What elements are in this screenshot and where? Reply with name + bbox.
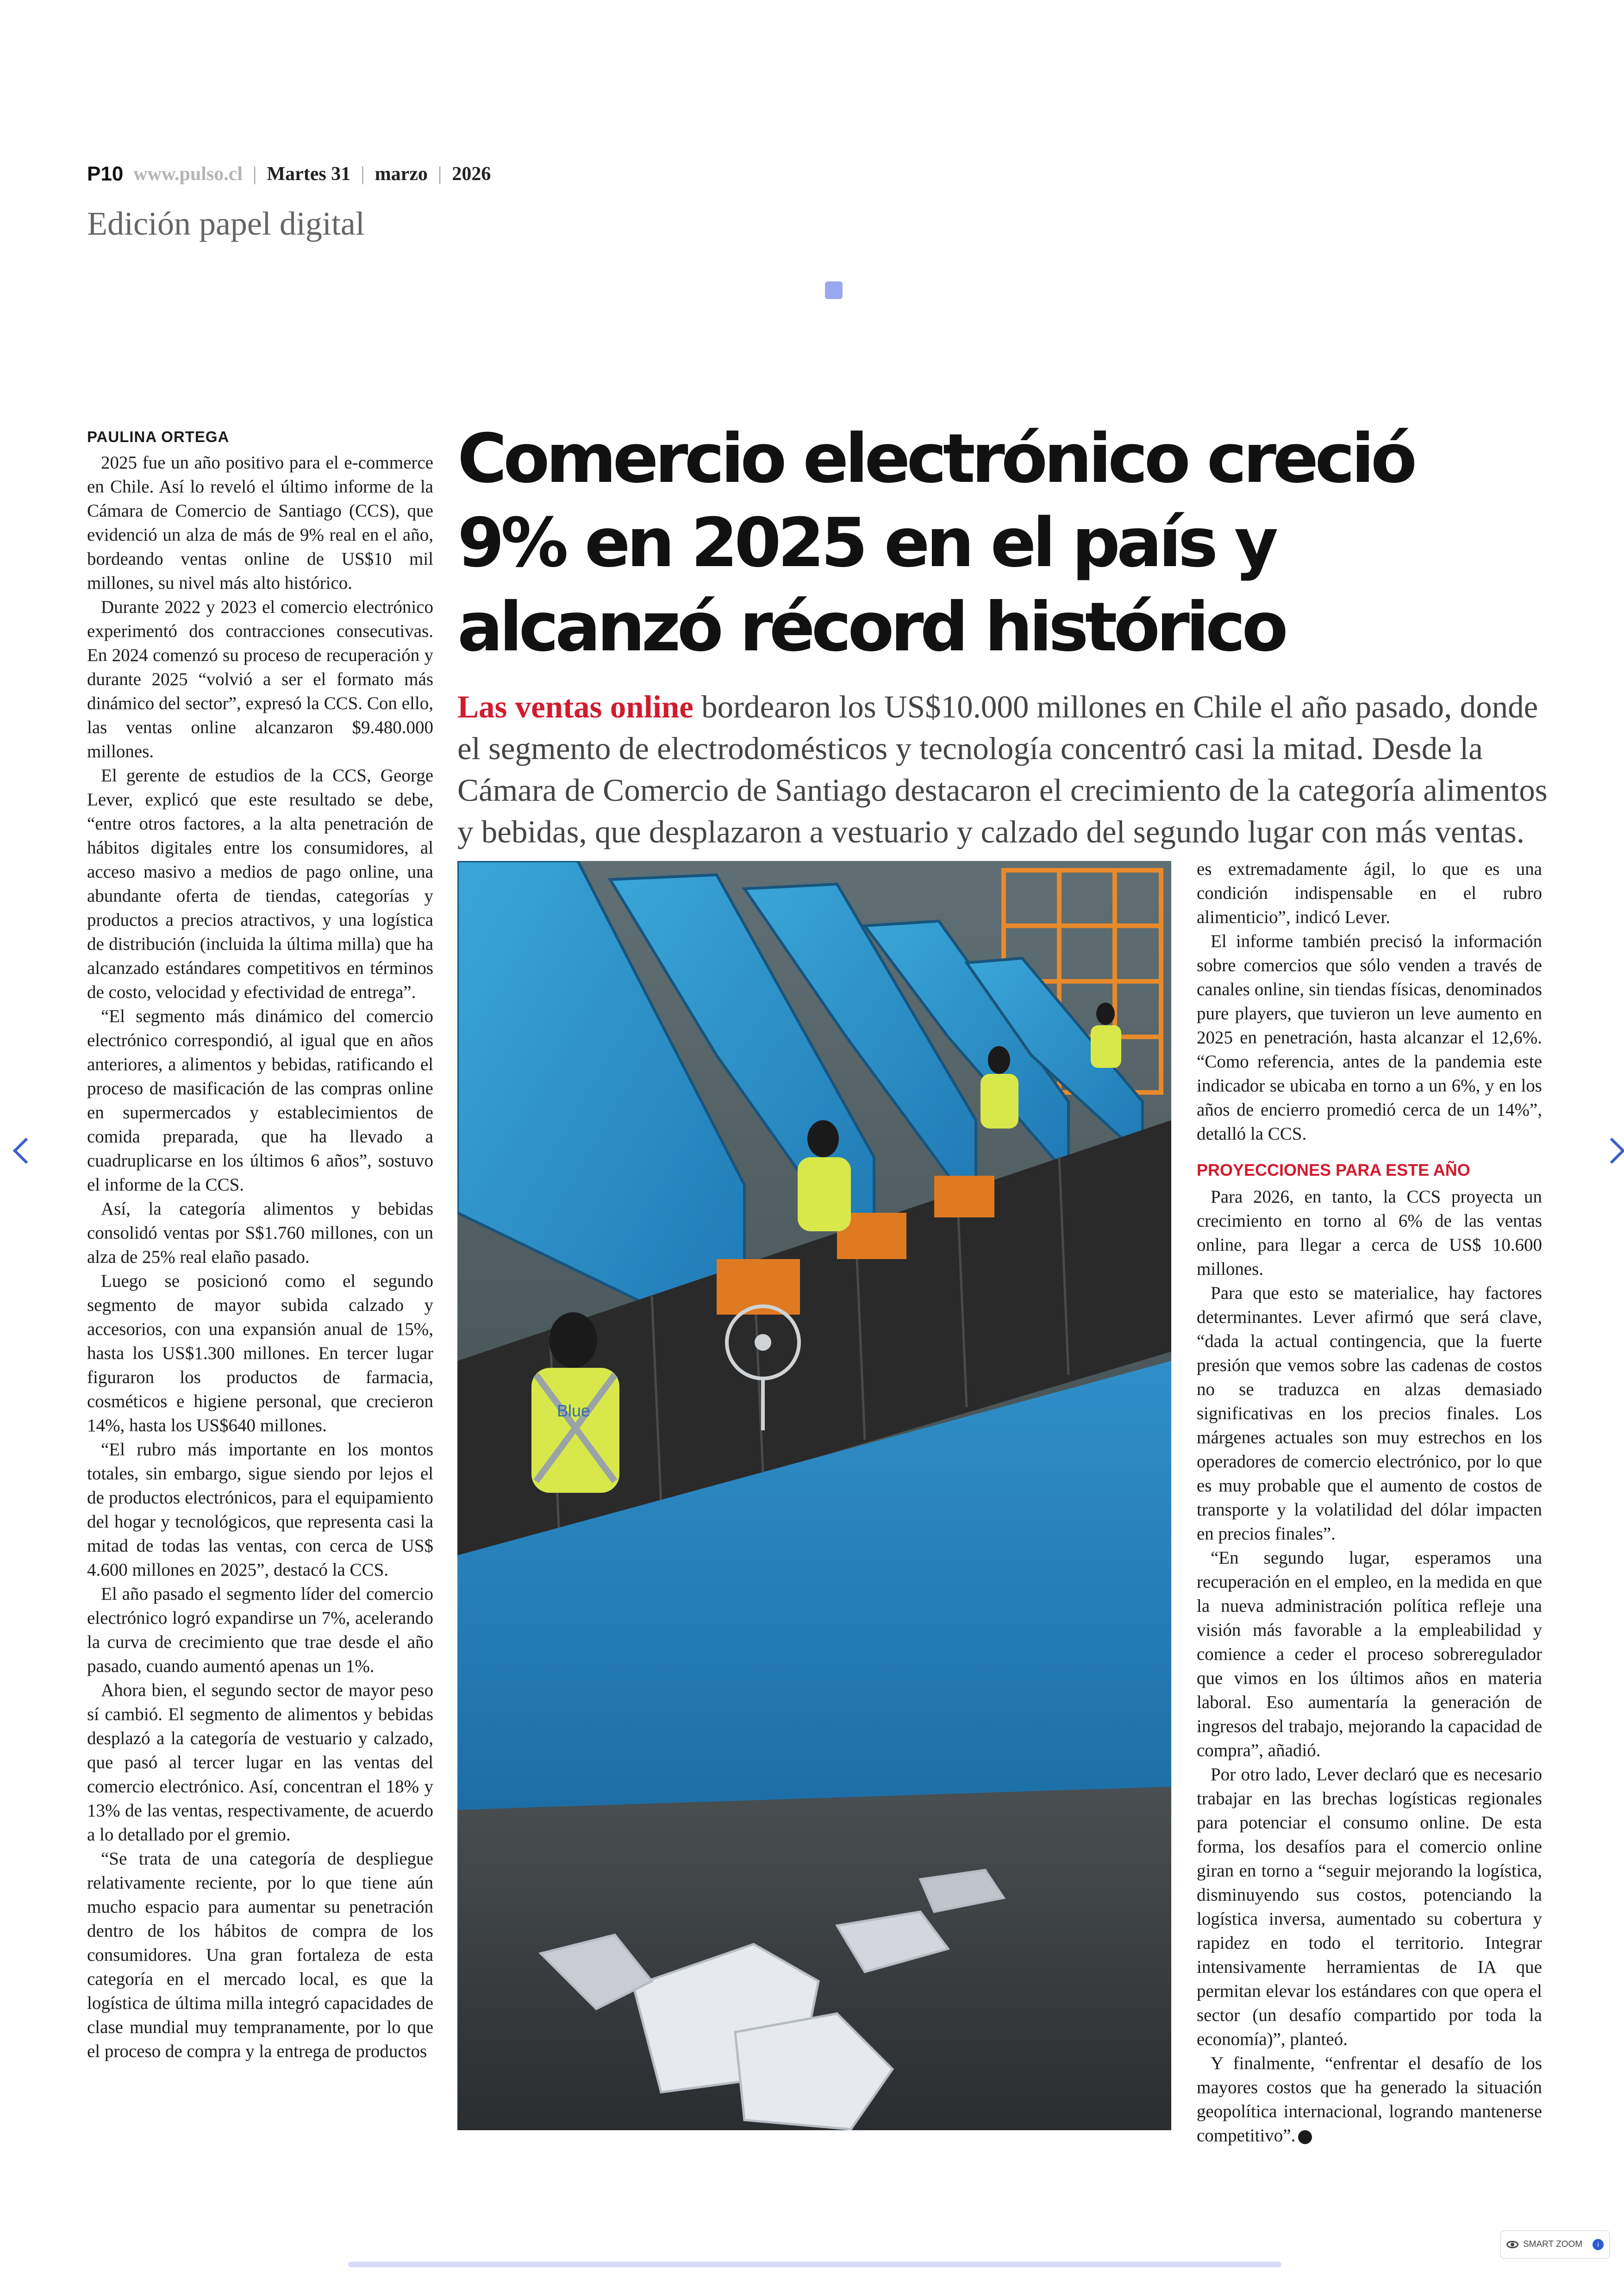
paragraph: Para 2026, en tanto, la CCS proyecta un crecimiento en torno al 6% de las ventas online, para llegar a cerca de US$ 10.600 millones.: [1197, 1187, 1542, 1279]
paragraph: [1197, 2052, 1542, 2148]
separator: |: [437, 163, 442, 185]
paragraph: Durante 2022 y 2023 el comercio electrónico experimentó dos contracciones consecutivas. En 2024 comenzó su proceso de recuperación y durante 2025 “volvió a ser el formato más dinámico del sector”, expresó la CCS. Con ello, las ventas online alcanzaron $9.480.000 millones.: [87, 597, 433, 761]
article-column-left: [87, 425, 433, 2064]
page-header: [87, 160, 491, 188]
section-subhead: PROYECCIONES PARA ESTE AÑO: [1197, 1160, 1470, 1179]
headline: Comercio electrónico creció 9% en 2025 en el país y alcanzó récord histórico: [457, 419, 1414, 667]
previous-page-arrow-icon[interactable]: [13, 1138, 39, 1164]
article-photo: [457, 861, 1171, 2130]
date-month: marzo: [375, 163, 428, 185]
info-icon[interactable]: i: [1593, 2239, 1604, 2250]
paragraph: Por otro lado, Lever declaró que es necesario trabajar en las brechas logísticas regionales para potenciar el consumo online. De esta forma, los desafíos para el comercio online giran en torno a “seguir mejorando la logística, disminuyendo sus costos, potenciando la logística inversa, aumentado su cobertura y rapidez en todo el territorio. Integrar intensivamente herramientas de IA que permitan elevar los estándares con que opera el sector (un desafío compartido por toda la economía)”, planteó.: [1197, 1765, 1542, 2049]
article-column-right: [1197, 857, 1542, 2148]
paragraph: “El rubro más importante en los montos totales, sin embargo, sigue siendo por lejos el de productos electrónicos, para el equipamiento del hogar y tecnológicos, que representa casi la mitad de todas las ventas, con cerca de US$ 4.600 millones en 2025”, destacó la CCS.: [87, 1440, 433, 1580]
eye-icon: [1506, 2241, 1518, 2248]
page-marker-icon[interactable]: [825, 281, 843, 299]
deck-lead: Las ventas online: [457, 689, 693, 724]
end-mark-icon: [1298, 2130, 1312, 2144]
edition-label: Edición papel digital: [87, 205, 365, 242]
smart-zoom-button[interactable]: [1500, 2230, 1610, 2259]
separator: |: [361, 163, 365, 185]
date-day: Martes 31: [267, 163, 351, 185]
byline: PAULINA ORTEGA: [87, 428, 230, 445]
paragraph: 2025 fue un año positivo para el e-commerce en Chile. Así lo reveló el último informe de la Cámara de Comercio de Santiago (CCS), que evidenció un alza de más de 9% real en el año, bordeando ventas online de US$10 mil millones, su nivel más alto histórico.: [87, 453, 433, 593]
paragraph: Para que esto se materialice, hay factores determinantes. Lever afirmó que será clave, “dada la actual contingencia, que la fuerte presión que vemos sobre las cadenas de costos no se traduzca en alzas demasiado significativas en los precios finales. Los márgenes actuales son muy estrechos en los operadores de comercio electrónico, por lo que es muy probable que el aumento de costos de transporte y la volatilidad del dólar impacten en precios finales”.: [1197, 1283, 1542, 1544]
paragraph: “El segmento más dinámico del comercio electrónico correspondió, al igual que en años anteriores, a alimentos y bebidas, ratificando el proceso de masificación de las compras online en supermercados y establecimientos de comida preparada, que ha llevado a cuadruplicarse en los últimos 6 años”, sostuvo el informe de la CCS.: [87, 1006, 433, 1195]
paragraph: El año pasado el segmento líder del comercio electrónico logró expandirse un 7%, acelerando la curva de crecimiento que trae desde el año pasado, cuando aumentó apenas un 1%.: [87, 1584, 433, 1676]
paragraph: “En segundo lugar, esperamos una recuperación en el empleo, en la medida en que la nueva administración política refleje una visión más favorable a la empleabilidad y comience a ceder el proceso sobreregulador que vimos en los últimos años en materia laboral. Eso aumentaría la generación de ingresos del trabajo, mejorando la capacidad de compra”, añadió.: [1197, 1548, 1542, 1760]
paragraph: El gerente de estudios de la CCS, George Lever, explicó que este resultado se debe, “entre otros factores, a la alta penetración de hábitos digitales entre los consumidores, al acceso masivo a medios de pago online, una abundante oferta de tiendas, categorías y productos a precios atractivos, y una logística de distribución (incluida la última milla) que ha alcanzado estándares competitivos en términos de costo, velocidad y efectividad de entrega”.: [87, 766, 433, 1002]
smart-zoom-label: SMART ZOOM: [1523, 2239, 1583, 2249]
paragraph: Ahora bien, el segundo sector de mayor peso sí cambió. El segmento de alimentos y bebidas desplazó a la categoría de vestuario y calzado, que pasó al tercer lugar en las ventas del comercio electrónico. Así, concentran el 18% y 13% de las ventas, respectivamente, de acuerdo a lo detallado por el gremio.: [87, 1680, 433, 1845]
deck-text: bordearon los US$10.000 millones en Chile el año pasado, donde el segmento de electrodomésticos y tecnología concentró casi la mitad. Desde la Cámara de Comercio de Santiago destacaron el crecimiento de la categoría alimentos y bebidas, que desplazaron a vestuario y calzado del segundo lugar con más ventas.: [457, 689, 1548, 849]
page-number: P10: [87, 162, 124, 185]
warehouse-sorting-photo: [457, 861, 1171, 2130]
paragraph: es extremadamente ágil, lo que es una condición indispensable en el rubro alimenticio”, indicó Lever.: [1197, 859, 1542, 927]
deck: [457, 686, 1555, 853]
vest-label: Blue: [557, 1401, 591, 1420]
date-year: 2026: [452, 163, 491, 185]
paragraph: Luego se posicionó como el segundo segmento de mayor subida calzado y accesorios, con una expansión anual de 15%, hasta los US$1.300 millones. En tercer lugar figuraron los productos de farmacia, cosméticos e higiene personal, que crecieron 14%, hasta los US$640 millones.: [87, 1271, 433, 1435]
page-scrollbar[interactable]: [348, 2262, 1281, 2267]
separator: |: [253, 163, 257, 185]
paragraph: “Se trata de una categoría de despliegue relativamente reciente, por lo que tiene aún mucho espacio para aumentar su penetración dentro de los hábitos de compra de los consumidores. Una gran fortaleza de esta categoría en el mercado local, es que la logística de última milla integró capacidades de clase mundial muy tempranamente, por lo que el proceso de compra y la entrega de productos: [87, 1849, 433, 2061]
paragraph: El informe también precisó la información sobre comercios que sólo venden a través de canales online, sin tiendas físicas, denominados pure players, que tuvieron un leve aumento en 2025 en penetración, hasta alcanzar el 12,6%. “Como referencia, antes de la pandemia este indicador se ubicaba en torno a un 6%, y en los años de encierro promedió cerca de un 14%”, detalló la CCS.: [1197, 931, 1542, 1144]
site-url[interactable]: www.pulso.cl: [133, 163, 243, 185]
paragraph-text: Y finalmente, “enfrentar el desafío de los mayores costos que ha generado la situación geopolítica internacional, logrando mantenerse competitivo”.: [1197, 2053, 1542, 2145]
next-page-arrow-icon[interactable]: [1599, 1138, 1624, 1164]
paragraph: Así, la categoría alimentos y bebidas consolidó ventas por S$1.760 millones, con un alza de 25% real elaño pasado.: [87, 1199, 433, 1267]
